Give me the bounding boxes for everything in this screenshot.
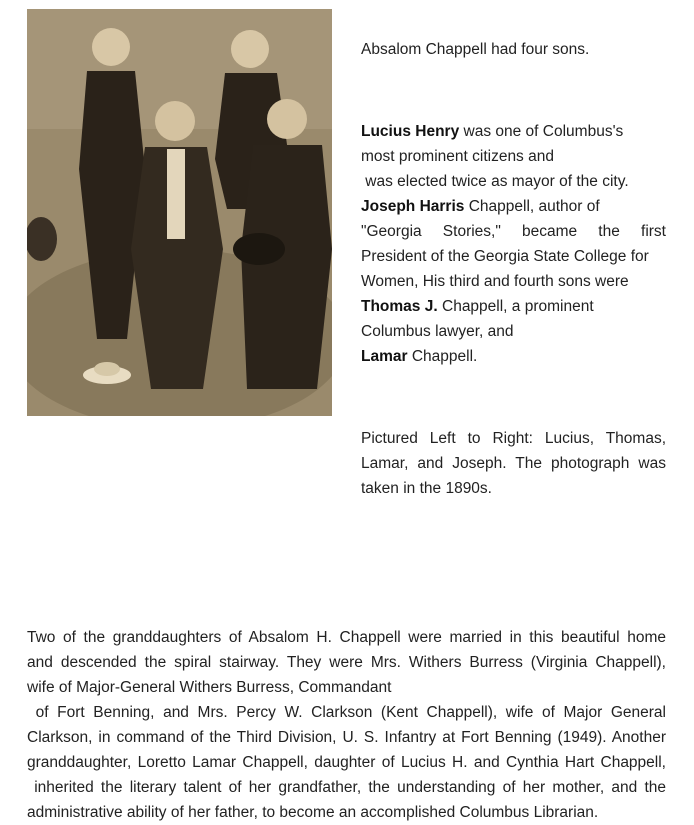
paragraph-line-8: administrative ability of her father, to become an accomplished Columbus Librarian. [27,804,599,821]
lucius-text: was one of Columbus's [463,123,624,140]
lucius-line [361,119,666,144]
thomas-line-2: Columbus lawyer, and [361,323,514,340]
paragraph-line-1: Two of the granddaughters of Absalom H. Chappell were married in this beautiful home [27,629,666,646]
paragraph-line-4: of Fort Benning, and Mrs. Percy W. Clarkson (Kent Chappell), wife of Major General [27,704,666,721]
lamar-text: Chappell. [411,348,478,365]
paragraph-line-5: Clarkson, in command of the Third Division, U. S. Infantry at Fort Benning (1949). Another [27,729,666,746]
joseph-line-4: Women, His third and fourth sons were [361,273,629,290]
paragraph-line-2: and descended the spiral stairway. They were Mrs. Withers Burress (Virginia Chappell), [27,654,666,671]
paragraph-line-6: granddaughter, Loretto Lamar Chappell, daughter of Lucius H. and Cynthia Hart Chappell, [27,754,666,771]
chappell-sons-photo [27,9,332,416]
paragraph-line-7: inherited the literary talent of her grandfather, the understanding of her mother, and the [27,779,666,796]
lamar-line [361,344,666,369]
intro-text: Absalom Chappell had four sons. [361,41,590,58]
joseph-line [361,194,666,219]
lucius-line-2: most prominent citizens and [361,148,554,165]
granddaughters-paragraph [27,625,666,825]
joseph-text: Chappell, author of [468,198,600,215]
photo-caption: Pictured Left to Right: Lucius, Thomas, Lamar, and Joseph. The photograph was taken in the 1890s. [361,430,666,497]
sons-description [361,119,666,369]
lamar-name: Lamar [361,348,408,365]
thomas-line [361,294,666,319]
thomas-text: Chappell, a prominent [442,298,594,315]
joseph-middle-name: Harris [419,198,465,215]
lucius-first-name: Lucius [361,123,411,140]
lucius-line-3: was elected twice as mayor of the city. [361,173,629,190]
joseph-line-3: President of the Georgia State College for [361,248,649,265]
photo-illustration [27,9,332,416]
thomas-middle-initial: J. [424,298,438,315]
joseph-first-name: Joseph [361,198,416,215]
lucius-middle-name: Henry [415,123,460,140]
joseph-line-2: "Georgia Stories," became the first [361,223,666,240]
paragraph-line-3: wife of Major-General Withers Burress, Commandant [27,679,392,696]
thomas-first-name: Thomas [361,298,421,315]
